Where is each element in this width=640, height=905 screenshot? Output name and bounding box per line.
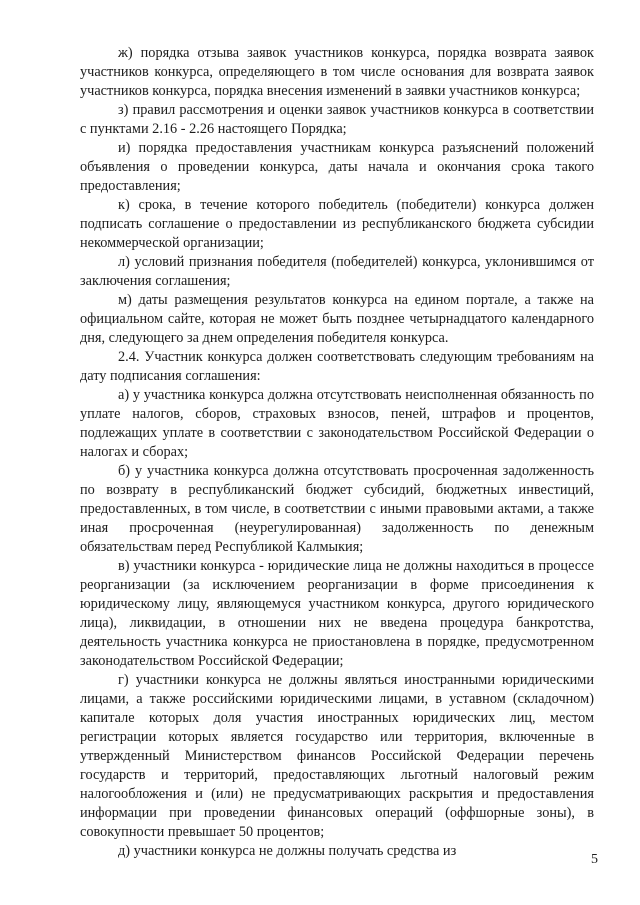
paragraph-g: г) участники конкурса не должны являться иностранными юридическими лицами, а также российскими юридическими лицами, в уставном (складочном) капитале которых доля участия иностранных юридических лиц, местом регистрации которых является государство или территория, включенные в утвержденный Министерством финансов Российской Федерации перечень государств и территорий, предоставляющих льготный налоговый режим налогообложения и (или) не предусматривающих раскрытия и предоставления информации при проведении финансовых операций (оффшорные зоны), в совокупности превышает 50 процентов;	[80, 672, 594, 840]
paragraph-2-4: 2.4. Участник конкурса должен соответствовать следующим требованиям на дату подписания соглашения:	[80, 349, 594, 384]
paragraph-a: а) у участника конкурса должна отсутствовать неисполненная обязанность по уплате налогов, сборов, страховых взносов, пеней, штрафов и процентов, подлежащих уплате в соответствии с законодательством Российской Федерации о налогах и сборах;	[80, 387, 594, 460]
paragraph-l: л) условий признания победителя (победителей) конкурса, уклонившимся от заключения соглашения;	[80, 254, 594, 289]
paragraph-i: и) порядка предоставления участникам конкурса разъяснений положений объявления о проведении конкурса, даты начала и окончания срока такого предоставления;	[80, 140, 594, 194]
paragraph-zh: ж) порядка отзыва заявок участников конкурса, порядка возврата заявок участников конкурса, определяющего в том числе основания для возврата заявок участников конкурса, порядка внесения изменений в заявки участников конкурса;	[80, 45, 594, 99]
document-body	[80, 44, 594, 861]
paragraph-k: к) срока, в течение которого победитель (победители) конкурса должен подписать соглашение о предоставлении из республиканского бюджета субсидии некоммерческой организации;	[80, 197, 594, 251]
paragraph-v: в) участники конкурса - юридические лица не должны находиться в процессе реорганизации (за исключением реорганизации в форме присоединения к юридическому лицу, являющемуся участником конкурса, другого юридического лица), ликвидации, в отношении них не введена процедура банкротства, деятельность участника конкурса не приостановлена в порядке, предусмотренном законодательством Российской Федерации;	[80, 558, 594, 669]
paragraph-z: з) правил рассмотрения и оценки заявок участников конкурса в соответствии с пунктами 2.16 - 2.26 настоящего Порядка;	[80, 102, 594, 137]
page-number: 5	[591, 852, 598, 867]
paragraph-b: б) у участника конкурса должна отсутствовать просроченная задолженность по возврату в республиканский бюджет субсидий, бюджетных инвестиций, предоставленных, в том числе, в соответствии с иными правовыми актами, а также иная просроченная (неурегулированная) задолженность по денежным обязательствам перед Республикой Калмыкия;	[80, 463, 594, 555]
paragraph-d: д) участники конкурса не должны получать средства из	[118, 843, 457, 859]
paragraph-m: м) даты размещения результатов конкурса на едином портале, а также на официальном сайте, которая не может быть позднее четырнадцатого календарного дня, следующего за днем определения победителя конкурса.	[80, 292, 594, 346]
